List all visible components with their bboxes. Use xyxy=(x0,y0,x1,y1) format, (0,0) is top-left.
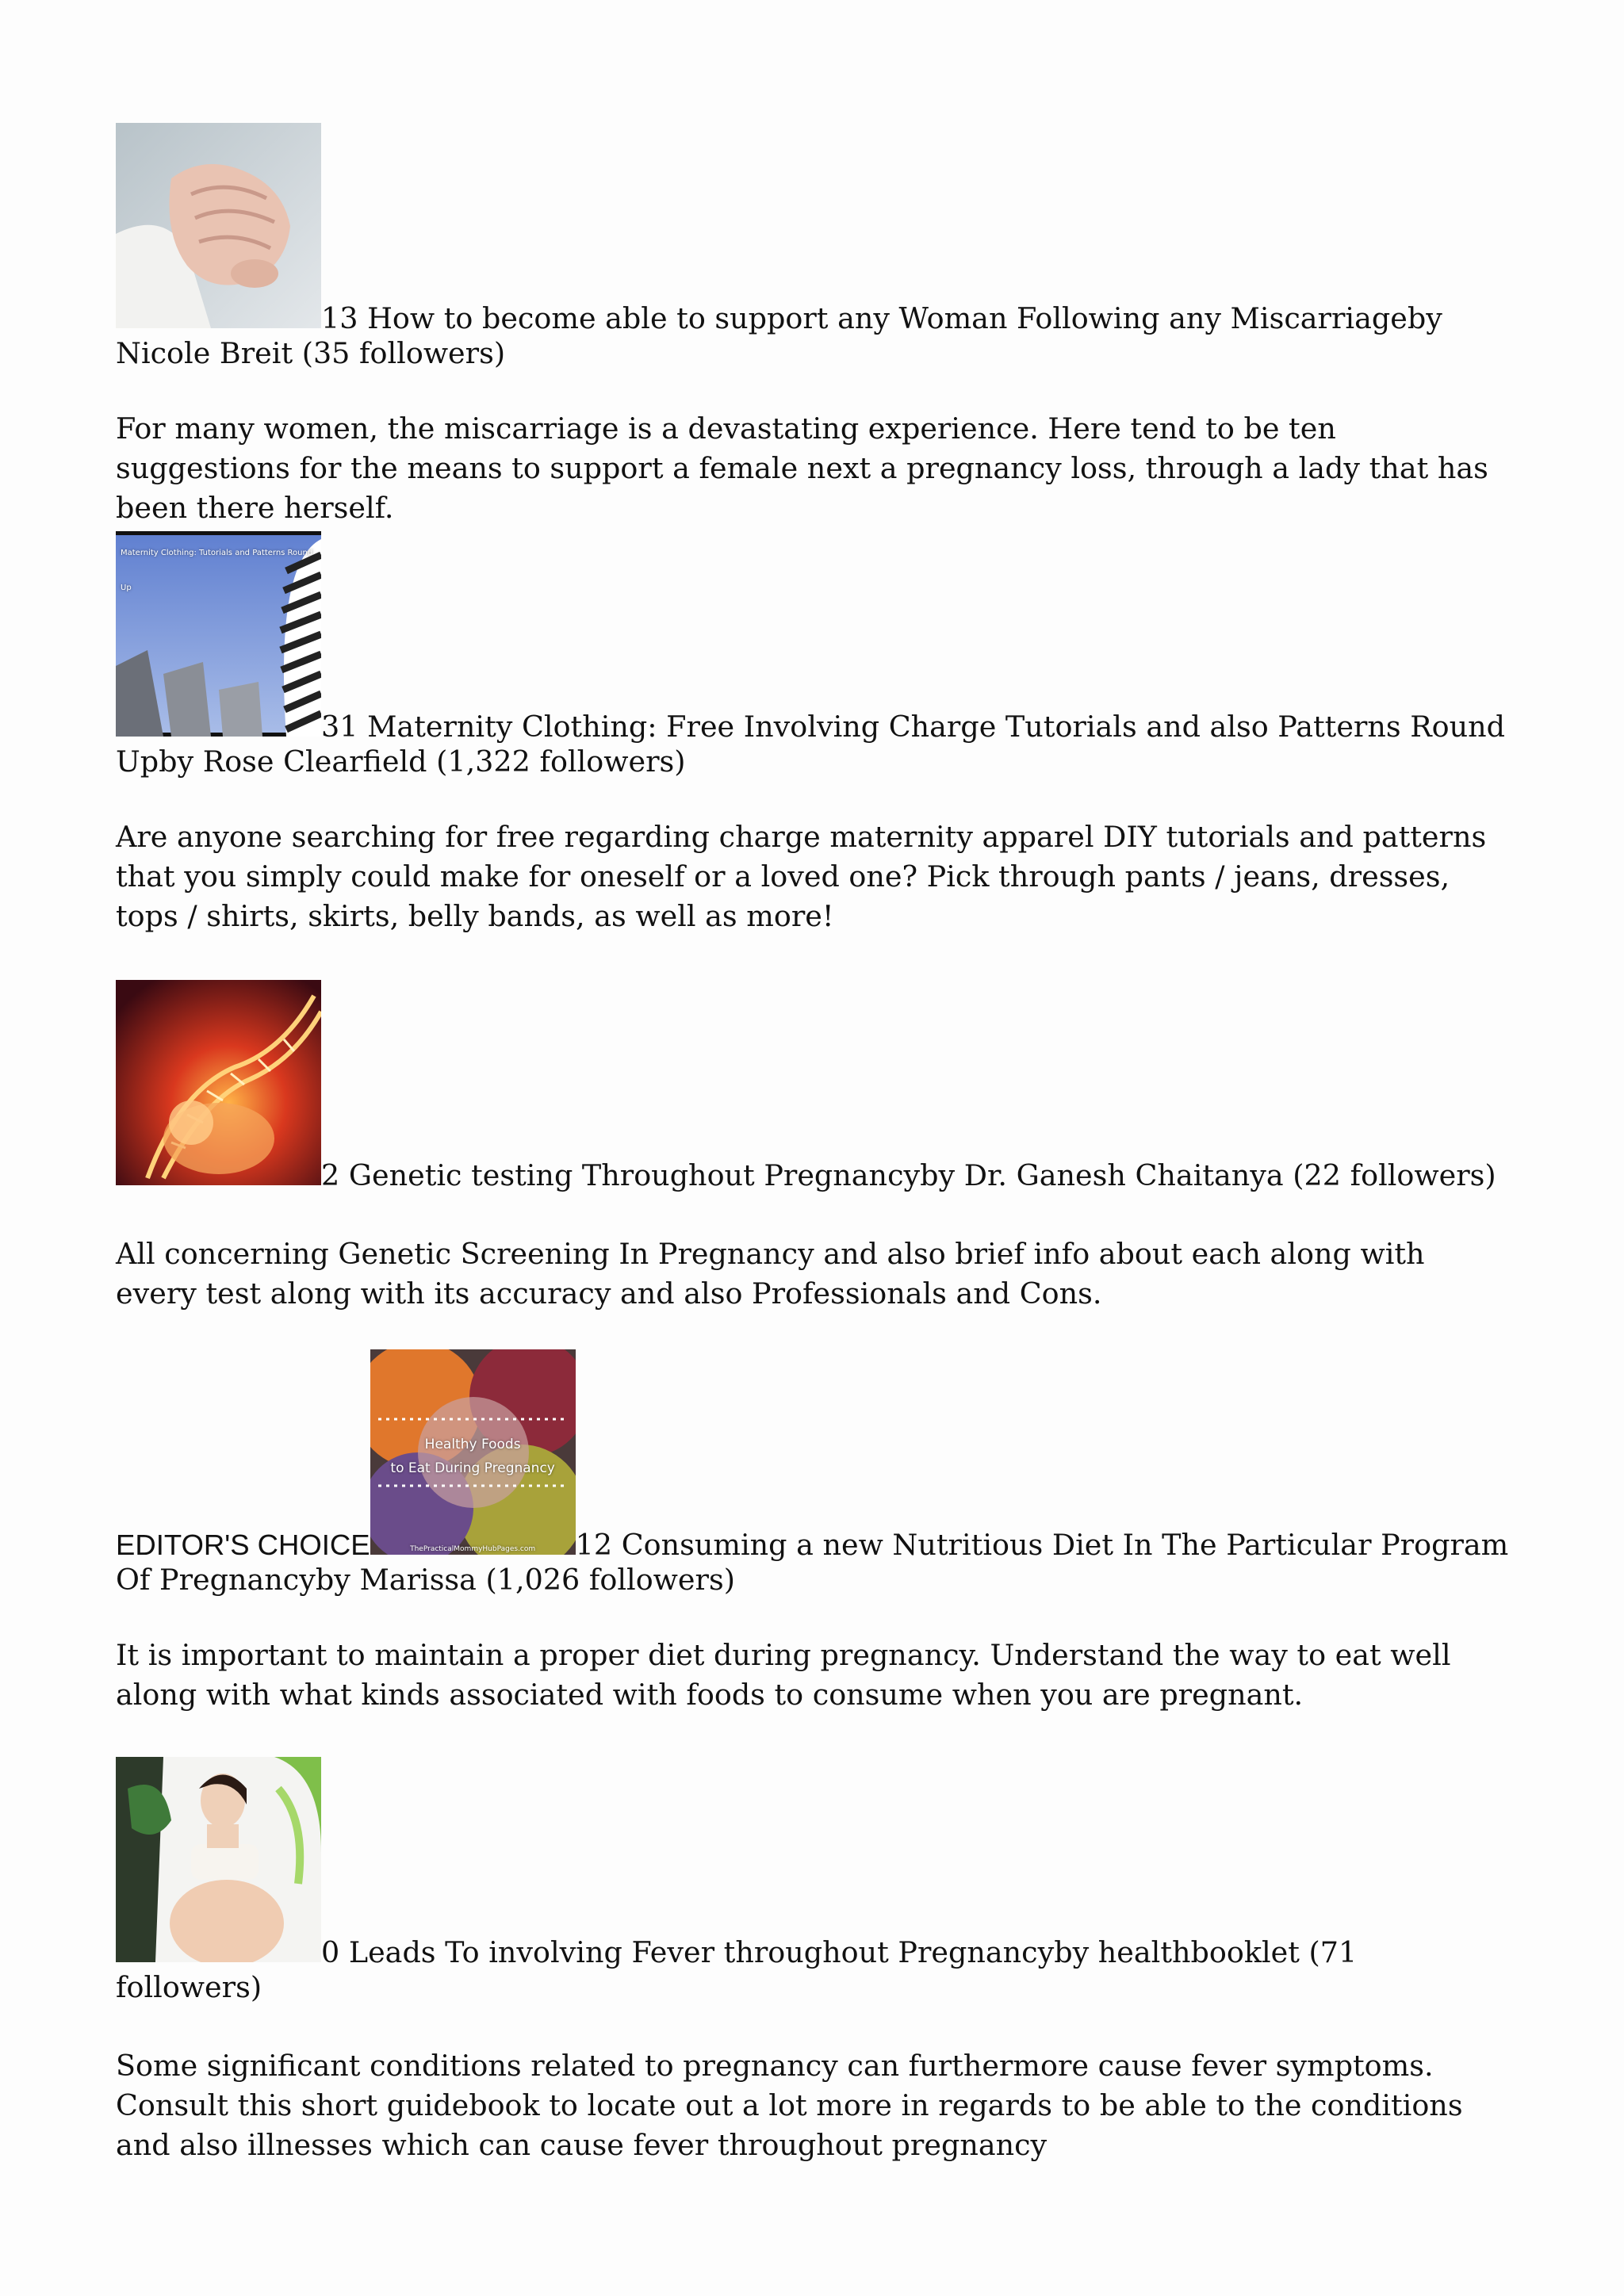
article-item xyxy=(116,531,1511,936)
article-headline xyxy=(116,980,1511,1193)
article-byline: by Nicole Breit (35 followers) xyxy=(116,301,1442,370)
article-item xyxy=(116,1349,1511,1715)
article-summary: For many women, the miscarriage is a devastating experience. Here tend to be ten suggestions for the means to support a female next a pregnancy loss, through a lady that has been there herself. xyxy=(116,411,1488,525)
article-headline xyxy=(116,1349,1511,1598)
article-title-link[interactable]: How to become able to support any Woman Following any Miscarriage xyxy=(367,301,1408,335)
thumb-caption: Healthy Foods xyxy=(424,1437,521,1452)
comment-count: 2 xyxy=(321,1158,340,1192)
maternity-clothing-photo-icon[interactable] xyxy=(116,531,321,737)
article-summary: It is important to maintain a proper diet during pregnancy. Understand the way to eat well along with what kinds associated with foods to consume when you are pregnant. xyxy=(116,1638,1451,1712)
article-headline xyxy=(116,1757,1511,2005)
article-headline xyxy=(116,531,1511,779)
article-item xyxy=(116,1757,1511,2165)
article-summary: Some significant conditions related to pregnancy can furthermore cause fever symptoms. Consult this short guidebook to locate out a lot more in regards to be able to the conditions and also illnesses which can cause fever throughout pregnancy xyxy=(116,2049,1463,2162)
healthy-foods-image-icon[interactable] xyxy=(370,1349,576,1555)
comment-count: 13 xyxy=(321,301,358,335)
article-item xyxy=(116,980,1511,1314)
article-item xyxy=(116,123,1511,528)
comment-count: 12 xyxy=(575,1528,613,1562)
article-byline: by Dr. Ganesh Chaitanya (22 followers) xyxy=(920,1158,1496,1192)
dna-fetus-image-icon[interactable] xyxy=(116,980,321,1185)
article-byline: by Rose Clearfield (1,322 followers) xyxy=(159,744,686,779)
article-title-link[interactable]: Genetic testing Throughout Pregnancy xyxy=(348,1158,921,1192)
thumb-caption: Maternity Clothing: Tutorials and Patterns Round Up xyxy=(121,549,313,592)
thumb-footer: ThePracticalMommyHubPages.com xyxy=(410,1545,536,1553)
thumb-caption: to Eat During Pregnancy xyxy=(390,1460,555,1476)
article-byline: by healthbooklet (71 followers) xyxy=(116,1935,1358,2004)
article-title-link[interactable]: Consuming a new Nutritious Diet In The Particular Program Of Pregnancy xyxy=(116,1528,1509,1597)
article-summary: Are anyone searching for free regarding charge maternity apparel DIY tutorials and patterns that you simply could make for oneself or a loved one? Pick through pants / jeans, dresses, tops / shirts, skirts, belly bands, as well as more! xyxy=(116,820,1487,933)
article-summary: All concerning Genetic Screening In Pregnancy and also brief info about each along with every test along with its accuracy and also Professionals and Cons. xyxy=(116,1237,1425,1311)
article-title-link[interactable]: Leads To involving Fever throughout Pregnancy xyxy=(348,1935,1055,1969)
article-title-link[interactable]: Maternity Clothing: Free Involving Charge Tutorials and also Patterns Round Up xyxy=(116,710,1506,779)
comment-count: 31 xyxy=(321,710,358,744)
baby-hand-photo-icon[interactable] xyxy=(116,123,321,328)
comment-count: 0 xyxy=(321,1935,340,1969)
pregnant-woman-photo-icon[interactable] xyxy=(116,1757,321,1962)
editors-choice-badge: EDITOR'S CHOICE xyxy=(116,1529,370,1561)
article-headline xyxy=(116,123,1511,371)
article-byline: by Marissa (1,026 followers) xyxy=(315,1563,735,1597)
